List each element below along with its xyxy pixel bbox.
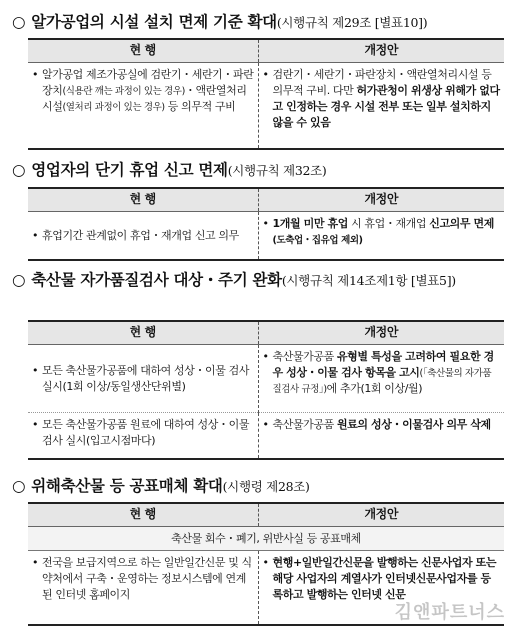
- section-1-title: ○ 알가공업의 시설 설치 면제 기준 확대(시행규칙 제29조 [별표10]): [12, 13, 428, 31]
- s1-current-cell: • 알가공업 제조가공실에 검란기・세란기・파란장치(식용란 깨는 과정이 있는 경우)・액란열처리시설(열처리 과정이 있는 경우) 등 의무적 구비: [28, 63, 258, 150]
- header-current: 현 행: [28, 39, 258, 63]
- circle-bullet-icon: ○: [12, 13, 26, 31]
- section-3-title: ○ 축산물 자가품질검사 대상・주기 완화(시행규칙 제14조제1항 [별표5]): [12, 271, 456, 289]
- s4-subheader: 축산물 회수・폐기, 위반사실 등 공표매체: [28, 527, 504, 551]
- header-proposed: 개정안: [258, 39, 504, 63]
- s3-proposed-cell-2: • 축산물가공품 원료의 성상・이물검사 의무 삭제: [258, 413, 504, 460]
- watermark-logo: 김앤파트너스: [394, 602, 505, 623]
- section-2-table: 현 행 개정안 • 휴업기간 관계없이 휴업・재개업 신고 의무 • 1개월 미만 휴업 시 휴업・재개업 신고의무 면제(도축업・집유업 제외): [28, 187, 504, 261]
- s4-current-cell: • 전국을 보급지역으로 하는 일반일간신문 및 식약처에서 구축・운영하는 정보시스템에 연계된 인터넷 홈페이지: [28, 550, 258, 625]
- section-3-table: 현 행 개정안 • 모든 축산물가공품에 대하여 성상・이물 검사 실시(1회 이상/동일생산단위별) • 축산물가공품 유형별 특성을 고려하여 필요한 경우 성상・이물 검사 항목을 고시(「축산물의 자가품질검사 규정」)에 추가(1회 이상/월) • 모든 축산물가공품 원료에 대하여 성상・이물 검사 실시(입고시점마다) • 축산물가공품 원료의 성상・이물검사 의무 삭제: [28, 320, 504, 460]
- s3-proposed-cell-1: • 축산물가공품 유형별 특성을 고려하여 필요한 경우 성상・이물 검사 항목을 고시(「축산물의 자가품질검사 규정」)에 추가(1회 이상/월): [258, 345, 504, 413]
- section-1-table: [28, 38, 504, 150]
- s3-current-cell-1: • 모든 축산물가공품에 대하여 성상・이물 검사 실시(1회 이상/동일생산단위별): [28, 345, 258, 413]
- s2-proposed-cell: • 1개월 미만 휴업 시 휴업・재개업 신고의무 면제(도축업・집유업 제외): [258, 212, 504, 261]
- s4-proposed-cell: • 현행+일반일간신문을 발행하는 신문사업자 또는 해당 사업자의 계열사가 인터넷신문사업자를 등록하고 발행하는 인터넷 신문: [258, 550, 504, 625]
- s3-current-cell-2: • 모든 축산물가공품 원료에 대하여 성상・이물 검사 실시(입고시점마다): [28, 413, 258, 460]
- section-2-title: ○ 영업자의 단기 휴업 신고 면제(시행규칙 제32조): [12, 161, 327, 179]
- s1-proposed-cell: • 검란기・세란기・파란장치・액란열처리시설 등 의무적 구비. 다만 허가관청이 위생상 위해가 없다고 인정하는 경우 시설 전부 또는 일부 설치하지 않을 수 있음: [258, 63, 504, 150]
- section-4-title: ○ 위해축산물 등 공표매체 확대(시행령 제28조): [12, 477, 310, 495]
- section-4-table: 현 행 개정안 축산물 회수・폐기, 위반사실 등 공표매체 • 전국을 보급지역으로 하는 일반일간신문 및 식약처에서 구축・운영하는 정보시스템에 연계된 인터넷 홈페이지 • 현행+일반일간신문을 발행하는 신문사업자 또는 해당 사업자의 계열사가 인터넷신문사업자를 등록하고 발행하는 인터넷 신문: [28, 502, 504, 626]
- s2-current-cell: • 휴업기간 관계없이 휴업・재개업 신고 의무: [28, 212, 258, 261]
